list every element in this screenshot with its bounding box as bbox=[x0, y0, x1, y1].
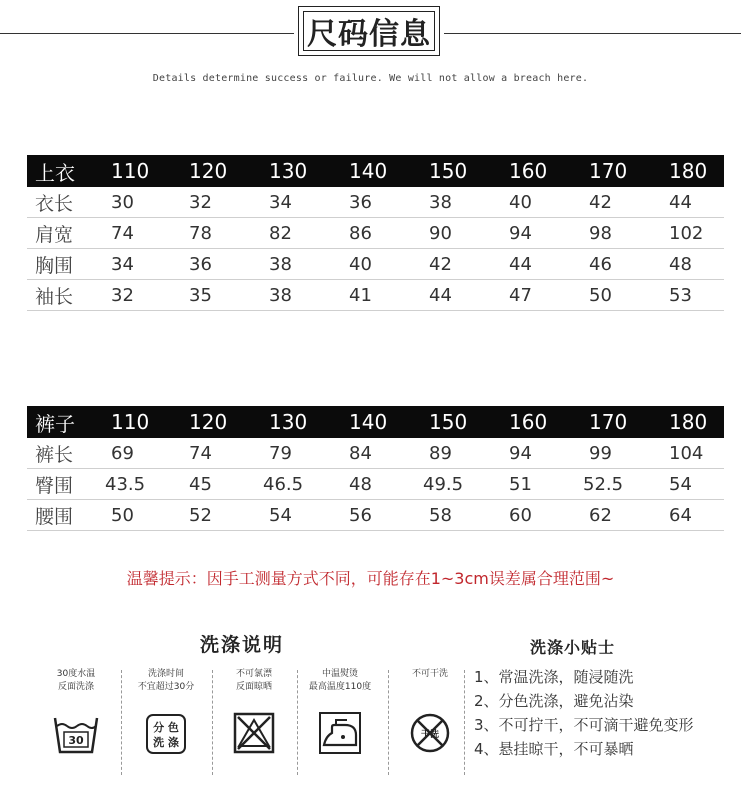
table-row bbox=[27, 218, 724, 249]
table-cell: 51 bbox=[509, 473, 532, 495]
table-cell: 43.5 bbox=[105, 473, 146, 495]
divider bbox=[212, 670, 213, 775]
size-header: 160 bbox=[509, 410, 548, 434]
row-label: 臀围 bbox=[35, 474, 74, 497]
size-header: 160 bbox=[509, 159, 548, 183]
table-cell: 38 bbox=[269, 253, 292, 275]
size-header: 130 bbox=[269, 410, 308, 434]
table-cell: 44 bbox=[429, 284, 452, 306]
divider bbox=[388, 670, 389, 775]
table-cell: 84 bbox=[349, 442, 372, 464]
table-cell: 47 bbox=[509, 284, 532, 306]
table-cell: 89 bbox=[429, 442, 452, 464]
table-cell: 86 bbox=[349, 222, 372, 244]
iron-icon bbox=[315, 708, 365, 758]
table-cell: 48 bbox=[669, 253, 692, 275]
table-cell: 38 bbox=[429, 191, 452, 213]
table-row bbox=[27, 469, 724, 500]
wash-item bbox=[214, 668, 294, 762]
table-cell: 98 bbox=[589, 222, 612, 244]
table-cell: 53 bbox=[669, 284, 692, 306]
wash-caption bbox=[214, 668, 294, 698]
table-row bbox=[27, 187, 724, 218]
row-label: 衣长 bbox=[35, 192, 74, 215]
size-header: 120 bbox=[189, 410, 228, 434]
caption-line: 不可氯漂 bbox=[235, 669, 272, 679]
wash-caption bbox=[300, 668, 380, 698]
header-rule-left bbox=[0, 33, 294, 34]
table-cell: 48 bbox=[349, 473, 372, 495]
icon-text-line-1: 分 色 bbox=[153, 721, 179, 734]
table-cell: 34 bbox=[111, 253, 134, 275]
caption-line: 不宜超过30分 bbox=[137, 682, 195, 692]
row-label: 腰围 bbox=[35, 505, 74, 528]
size-header: 110 bbox=[111, 159, 150, 183]
table-cell: 36 bbox=[349, 191, 372, 213]
table-header-row bbox=[27, 406, 724, 438]
list-item: 1、常温洗涤，随浸随洗 bbox=[474, 668, 634, 686]
caption-line: 30度水温 bbox=[56, 669, 96, 679]
table-cell: 64 bbox=[669, 504, 692, 526]
caption-line: 不可干洗 bbox=[411, 669, 448, 679]
divider bbox=[464, 670, 465, 775]
table-cell: 46.5 bbox=[263, 473, 304, 495]
size-header: 110 bbox=[111, 410, 150, 434]
divider bbox=[297, 670, 298, 775]
header-label: 裤子 bbox=[35, 411, 75, 436]
table-cell: 90 bbox=[429, 222, 452, 244]
row-label: 裤长 bbox=[35, 443, 74, 466]
wash-title: 洗涤说明 bbox=[200, 634, 285, 656]
row-label: 胸围 bbox=[35, 254, 74, 277]
table-cell: 36 bbox=[189, 253, 212, 275]
wash-item bbox=[390, 668, 470, 762]
caption-line: 反面晾晒 bbox=[235, 682, 272, 692]
size-header: 120 bbox=[189, 159, 228, 183]
size-header: 140 bbox=[349, 159, 388, 183]
table-cell: 50 bbox=[589, 284, 612, 306]
tips-list bbox=[474, 666, 694, 762]
table-cell: 50 bbox=[111, 504, 134, 526]
table-row bbox=[27, 280, 724, 311]
separate-wash-icon bbox=[141, 708, 191, 758]
wash-30-icon bbox=[51, 708, 101, 758]
list-item: 3、不可拧干，不可滴干避免变形 bbox=[474, 716, 694, 734]
table-cell: 104 bbox=[669, 442, 704, 464]
bottom-size-table bbox=[27, 406, 724, 531]
table-cell: 94 bbox=[509, 222, 532, 244]
wash-item bbox=[300, 668, 380, 762]
table-cell: 32 bbox=[111, 284, 134, 306]
table-cell: 56 bbox=[349, 504, 372, 526]
table-cell: 52.5 bbox=[583, 473, 624, 495]
wash-caption bbox=[390, 668, 470, 698]
table-cell: 60 bbox=[509, 504, 532, 526]
table-cell: 41 bbox=[349, 284, 372, 306]
row-label: 肩宽 bbox=[35, 223, 74, 246]
icon-text-line-2: 洗 涤 bbox=[153, 736, 179, 749]
table-cell: 82 bbox=[269, 222, 292, 244]
page-title: 尺码信息 bbox=[307, 17, 431, 52]
title-frame bbox=[298, 6, 440, 56]
divider bbox=[121, 670, 122, 775]
table-cell: 45 bbox=[189, 473, 212, 495]
wash-caption bbox=[36, 668, 116, 698]
table-cell: 54 bbox=[269, 504, 292, 526]
size-header: 140 bbox=[349, 410, 388, 434]
table-row bbox=[27, 438, 724, 469]
table-cell: 42 bbox=[429, 253, 452, 275]
size-header: 130 bbox=[269, 159, 308, 183]
header-label: 上衣 bbox=[35, 160, 75, 185]
table-cell: 44 bbox=[509, 253, 532, 275]
size-header: 170 bbox=[589, 410, 628, 434]
wash-caption bbox=[126, 668, 206, 698]
table-header-row bbox=[27, 155, 724, 187]
table-cell: 32 bbox=[189, 191, 212, 213]
wash-temp-text: 30 bbox=[68, 734, 84, 747]
table-cell: 42 bbox=[589, 191, 612, 213]
table-cell: 44 bbox=[669, 191, 692, 213]
table-cell: 94 bbox=[509, 442, 532, 464]
table-cell: 62 bbox=[589, 504, 612, 526]
table-cell: 35 bbox=[189, 284, 212, 306]
no-dry-clean-icon bbox=[405, 708, 455, 758]
table-row bbox=[27, 249, 724, 280]
page-subtitle: Details determine success or failure. We will not allow a breach here. bbox=[152, 73, 589, 84]
list-item: 2、分色洗涤，避免沾染 bbox=[474, 692, 634, 710]
table-cell: 46 bbox=[589, 253, 612, 275]
size-header: 170 bbox=[589, 159, 628, 183]
caption-line: 最高温度110度 bbox=[308, 682, 372, 692]
table-cell: 74 bbox=[189, 442, 212, 464]
table-cell: 69 bbox=[111, 442, 134, 464]
size-header: 180 bbox=[669, 410, 708, 434]
table-cell: 52 bbox=[189, 504, 212, 526]
size-header: 150 bbox=[429, 410, 468, 434]
size-header: 180 bbox=[669, 159, 708, 183]
table-cell: 58 bbox=[429, 504, 452, 526]
table-row bbox=[27, 500, 724, 531]
table-cell: 30 bbox=[111, 191, 134, 213]
table-cell: 54 bbox=[669, 473, 692, 495]
caption-line: 中温熨烫 bbox=[321, 669, 358, 679]
list-item: 4、悬挂晾干，不可暴晒 bbox=[474, 740, 634, 758]
caption-line: 反面洗涤 bbox=[57, 682, 94, 692]
no-bleach-icon bbox=[229, 708, 279, 758]
wash-item bbox=[126, 668, 206, 762]
wash-item bbox=[36, 668, 116, 762]
top-size-table bbox=[27, 155, 724, 311]
size-header: 150 bbox=[429, 159, 468, 183]
table-cell: 102 bbox=[669, 222, 704, 244]
table-cell: 34 bbox=[269, 191, 292, 213]
table-cell: 99 bbox=[589, 442, 612, 464]
table-cell: 79 bbox=[269, 442, 292, 464]
table-cell: 38 bbox=[269, 284, 292, 306]
caption-line: 洗涤时间 bbox=[147, 669, 184, 679]
measurement-note: 温馨提示：因手工测量方式不同，可能存在1~3cm误差属合理范围~ bbox=[126, 569, 615, 588]
tips-title: 洗涤小贴士 bbox=[530, 638, 616, 657]
table-cell: 40 bbox=[509, 191, 532, 213]
table-cell: 40 bbox=[349, 253, 372, 275]
dry-clean-text: 干洗 bbox=[420, 730, 440, 740]
table-cell: 74 bbox=[111, 222, 134, 244]
table-cell: 78 bbox=[189, 222, 212, 244]
row-label: 袖长 bbox=[35, 285, 74, 308]
header-rule-right bbox=[444, 33, 741, 34]
table-cell: 49.5 bbox=[423, 473, 464, 495]
